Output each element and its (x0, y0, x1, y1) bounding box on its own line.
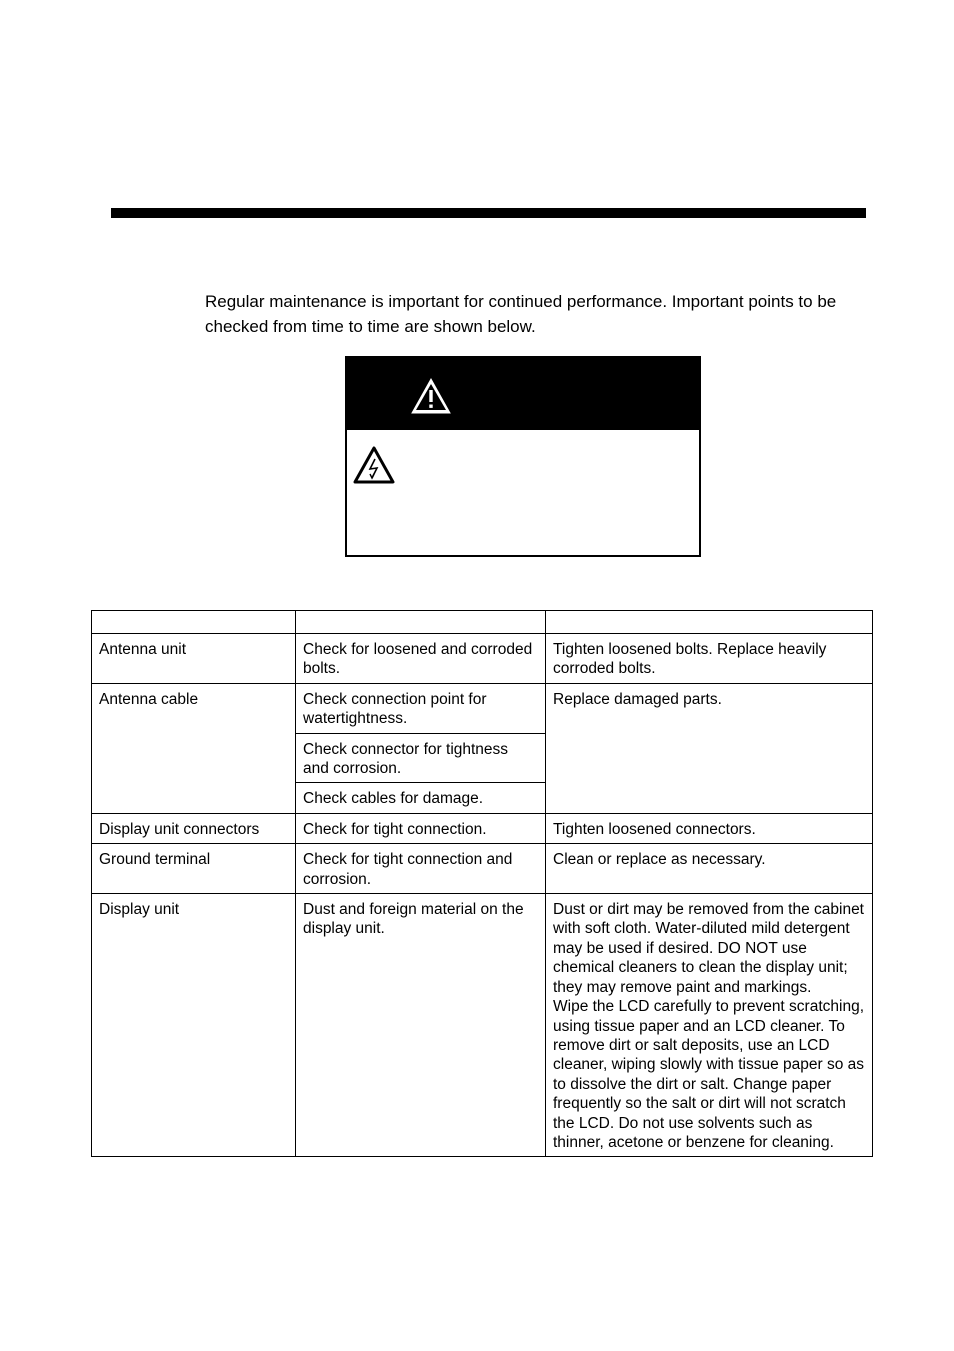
warning-box (345, 356, 701, 557)
action-cell: Replace damaged parts. (546, 683, 873, 813)
check-cell: Check for tight connection. (296, 813, 546, 843)
item-cell: Antenna unit (92, 634, 296, 684)
table-row (92, 683, 873, 733)
check-cell: Dust and foreign material on the display unit. (296, 894, 546, 1157)
check-cell: Check for loosened and corroded bolts. (296, 634, 546, 684)
table-row (92, 634, 873, 684)
action-cell: Clean or replace as necessary. (546, 844, 873, 894)
header-cell (296, 611, 546, 634)
item-cell: Display unit connectors (92, 813, 296, 843)
warning-triangle-icon (410, 377, 452, 415)
maintenance-table (91, 610, 873, 1157)
action-paragraph: Wipe the LCD carefully to prevent scratching, using tissue paper and an LCD cleaner. To remove dirt or salt deposits, use an LCD cleaner, wiping slowly with tissue paper so as to dissolve the dirt or salt. Change paper frequently so the salt or dirt will not scratch the LCD. Do not use solvents such as thinner, acetone or benzene for cleaning. (553, 998, 865, 1151)
action-cell (546, 894, 873, 1157)
item-cell: Display unit (92, 894, 296, 1157)
check-cell: Check for tight connection and corrosion. (296, 844, 546, 894)
check-cell: Check connection point for watertightness. (296, 683, 546, 733)
section-rule (111, 208, 866, 218)
table-row (92, 813, 873, 843)
electric-shock-icon (352, 445, 396, 485)
action-cell: Tighten loosened bolts. Replace heavily corroded bolts. (546, 634, 873, 684)
action-paragraph: Dust or dirt may be removed from the cabinet with soft cloth. Water-diluted mild detergent may be used if desired. DO NOT use chemical cleaners to clean the display unit; they may remove paint and markings. (553, 901, 864, 996)
action-cell: Tighten loosened connectors. (546, 813, 873, 843)
header-cell (92, 611, 296, 634)
header-cell (546, 611, 873, 634)
table-header-row (92, 611, 873, 634)
item-cell: Ground terminal (92, 844, 296, 894)
check-cell: Check cables for damage. (296, 783, 546, 813)
table-row (92, 894, 873, 1157)
item-cell: Antenna cable (92, 683, 296, 813)
table-row (92, 844, 873, 894)
warning-header (347, 358, 699, 430)
check-cell: Check connector for tightness and corrosion. (296, 733, 546, 783)
intro-text: Regular maintenance is important for continued performance. Important points to be checked from time to time are shown below. (205, 292, 837, 336)
